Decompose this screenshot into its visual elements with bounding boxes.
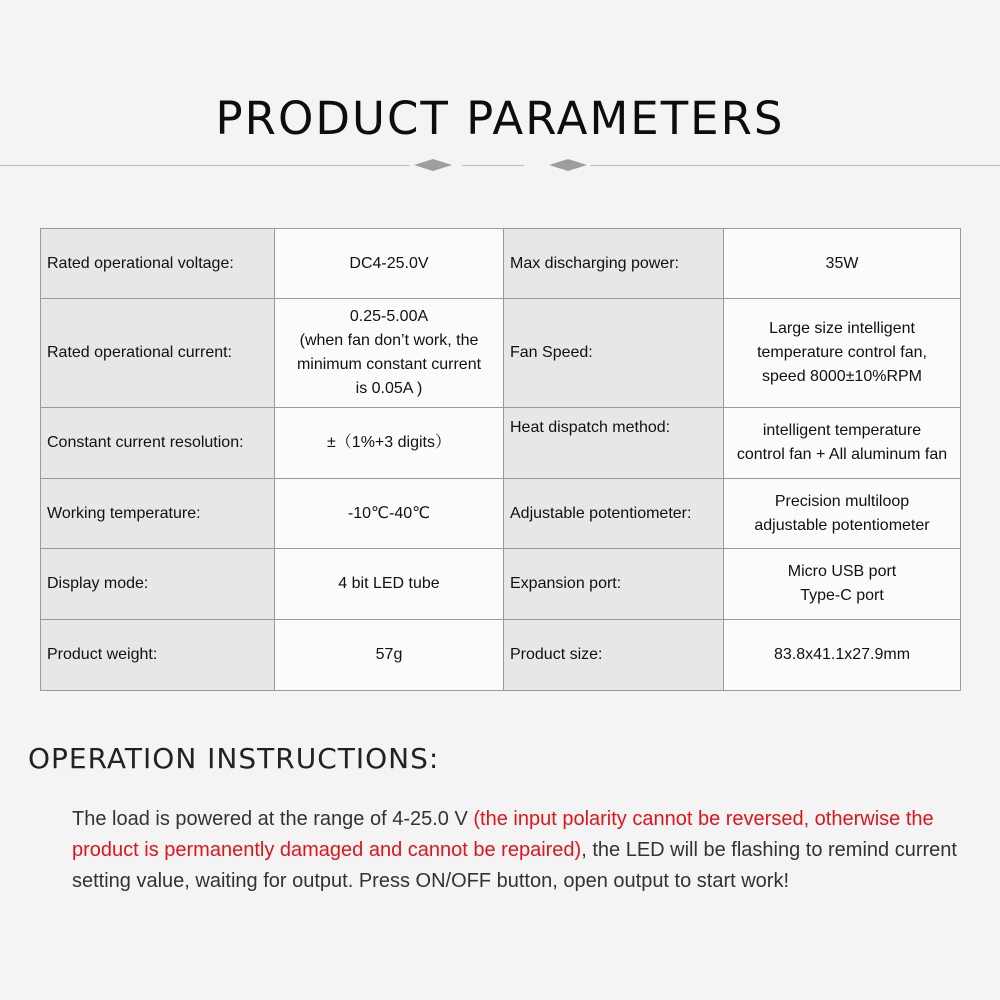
param-value-line: control fan + All aluminum fan [736,446,948,463]
diamond-icon [549,159,587,171]
table-row [41,229,961,299]
param-label: Working temperature: [41,479,275,549]
param-label: Heat dispatch method: [504,408,724,479]
param-value [275,549,504,620]
param-value [275,299,504,408]
divider-middle [462,165,524,166]
polarity-warning: (the input polarity cannot be reversed, otherwise the product is permanently damaged and cannot be repaired) [72,808,934,861]
param-value-line: ±（1%+3 digits） [327,434,451,451]
parameters-table [40,228,961,691]
instruction-text: The load is powered at the range of 4-25.0 V [72,808,474,830]
param-value [724,620,961,691]
param-value-line: (when fan don’t work, the [299,332,479,349]
param-value [275,620,504,691]
diamond-icon [414,159,452,171]
param-value-line: Precision multiloop [774,492,910,510]
operation-instructions-text [72,804,972,897]
param-label: Display mode: [41,549,275,620]
param-value-line: DC4-25.0V [349,254,429,272]
param-label: Product weight: [41,620,275,691]
param-label: Expansion port: [504,549,724,620]
param-value-line: Type-C port [800,587,884,604]
table-row [41,479,961,549]
param-value [724,479,961,549]
param-value-line: 57g [375,646,403,663]
param-label: Constant current resolution: [41,408,275,479]
param-value-line: 35W [825,254,859,272]
param-value-line: adjustable potentiometer [754,516,930,534]
param-label: Rated operational current: [41,299,275,408]
param-value-line: intelligent temperature [762,422,922,439]
divider-left [0,165,410,166]
param-label: Adjustable potentiometer: [504,479,724,549]
table-row [41,299,961,408]
param-value-line: -10℃-40℃ [347,504,431,522]
param-value-line: 83.8x41.1x27.9mm [773,646,911,663]
table-row [41,408,961,479]
instruction-text: , the LED will be flashing to remind current setting value, waiting for output. Press ON/OFF button, open output to start work! [72,839,957,892]
param-value-line: speed 8000±10%RPM [762,368,922,385]
param-value [275,479,504,549]
param-value-line: minimum constant current [296,356,482,373]
param-label: Rated operational voltage: [41,229,275,299]
param-value [275,408,504,479]
operation-instructions-heading: OPERATION INSTRUCTIONS: [28,742,440,775]
divider-right [590,165,1000,166]
param-label: Max discharging power: [504,229,724,299]
param-value-line: 4 bit LED tube [338,575,440,592]
table-row [41,549,961,620]
param-value-line: Micro USB port [787,563,897,580]
param-value-line: Large size intelligent [769,320,915,337]
param-value [724,229,961,299]
param-value [275,229,504,299]
param-label: Product size: [504,620,724,691]
page-title: PRODUCT PARAMETERS [215,92,785,145]
param-value [724,299,961,408]
param-value-line: is 0.05A ) [355,380,423,397]
table-row [41,620,961,691]
param-value [724,408,961,479]
param-label: Fan Speed: [504,299,724,408]
param-value-line: 0.25-5.00A [349,308,429,325]
param-value-line: temperature control fan, [757,344,927,361]
param-value [724,549,961,620]
